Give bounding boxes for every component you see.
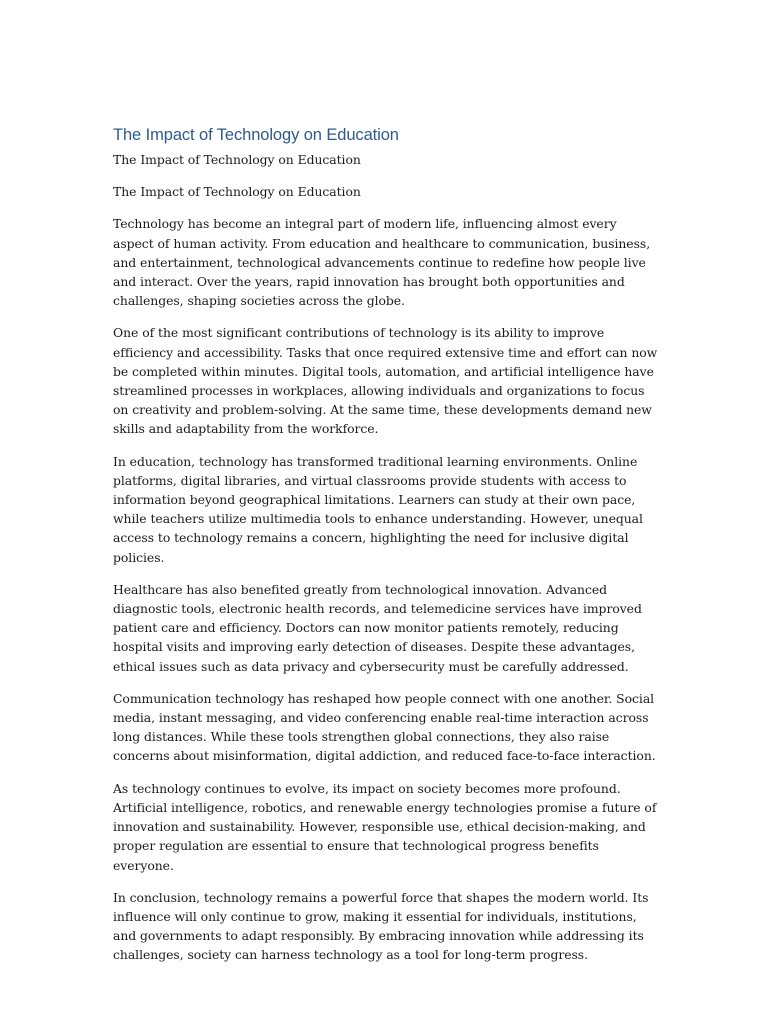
subtitle-line-1: The Impact of Technology on Education [113, 152, 361, 167]
paragraph-efficiency: One of the most significant contributions of technology is its ability to improve efficiency and accessibility. Tasks that once required extensive time and effort can now be completed within minutes. Digital tools, automation, and artificial intelligence have streamlined processes in workplaces, allowing individuals and organizations to focus on creativity and problem-solving. At the same time, these developments demand new skills and adaptability from the workforce. [113, 325, 658, 437]
paragraph-education: In education, technology has transformed traditional learning environments. Online platforms, digital libraries, and virtual classrooms provide students with access to information beyond geographical limitations. Learners can study at their own pace, while teachers utilize multimedia tools to enhance understanding. However, unequal access to technology remains a concern, highlighting the need for inclusive digital policies. [113, 453, 643, 565]
paragraph-future: As technology continues to evolve, its impact on society becomes more profound. Artificial intelligence, robotics, and renewable energy technologies promise a future of innovation and sustainability. However, responsible use, ethical decision-making, and proper regulation are essential to ensure that technological progress benefits everyone. [113, 780, 657, 873]
paragraph-intro: Technology has become an integral part of modern life, influencing almost every aspect of human activity. From education and healthcare to communication, business, and entertainment, technological advancements continue to redefine how people live and interact. Over the years, rapid innovation has brought both opportunities and challenges, shaping societies across the globe. [113, 216, 651, 309]
paragraph-communication: Communication technology has reshaped how people connect with one another. Social media, instant messaging, and video conferencing enable real-time interaction across long distances. While these tools strengthen global connections, they also raise concerns about misinformation, digital addiction, and reduced face-to-face interaction. [113, 690, 656, 764]
paragraph-healthcare: Healthcare has also benefited greatly from technological innovation. Advanced diagnostic tools, electronic health records, and telemedicine services have improved patient care and efficiency. Doctors can now monitor patients remotely, reducing hospital visits and improving early detection of diseases. Despite these advantages, ethical issues such as data privacy and cybersecurity must be carefully addressed. [113, 581, 642, 674]
document-title: The Impact of Technology on Education [113, 126, 399, 144]
subtitle-line-2: The Impact of Technology on Education [113, 184, 361, 200]
document-page [113, 124, 658, 978]
paragraph-conclusion: In conclusion, technology remains a powerful force that shapes the modern world. Its influence will only continue to grow, making it essential for individuals, institutions, and governments to adapt responsibly. By embracing innovation while addressing its challenges, society can harness technology as a tool for long-term progress. [113, 889, 649, 963]
